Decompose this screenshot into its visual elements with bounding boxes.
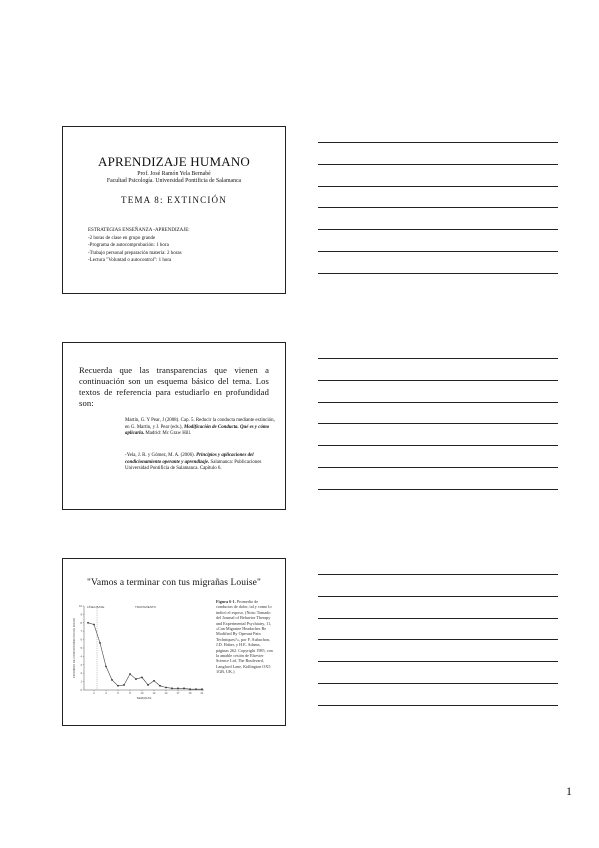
chart-ticks — [79, 604, 204, 695]
reference-1-text: Martin, G. Y Pear, J (2008). Cap. 5. Reducir la conducta mediante extinción, en G. Martin, y J. Pear (eds.), — [125, 418, 275, 430]
y-tick-label: 4 — [80, 655, 82, 659]
note-line — [318, 618, 558, 619]
x-tick-label: 6 — [117, 692, 119, 695]
note-line — [318, 402, 558, 403]
y-tick-label: 9 — [80, 613, 82, 617]
x-tick-label: 8 — [129, 692, 131, 695]
strategy-list-item: -2 horas de clase en grupo grande — [88, 235, 156, 241]
notes-lines-1 — [318, 142, 558, 295]
x-tick-label: 14 — [164, 692, 168, 695]
y-tick-label: 7 — [80, 630, 82, 634]
data-point — [189, 688, 191, 690]
data-point — [153, 680, 155, 682]
reference-1-publisher: Madrid: Mc Graw Hill. — [145, 431, 192, 436]
note-line — [318, 273, 558, 274]
data-point — [105, 666, 107, 668]
faculty-name: Facultad Psicología. Universidad Pontificia de Salamanca — [106, 178, 242, 184]
note-line — [318, 358, 558, 359]
topic-title: TEMA 8: EXTINCIÓN — [121, 195, 227, 205]
data-point — [201, 688, 203, 690]
phase-label-treatment: TRATAMIENTO — [135, 605, 156, 609]
note-line — [318, 164, 558, 165]
chart-axes — [84, 606, 204, 690]
note-line — [318, 229, 558, 230]
migraine-chart — [70, 596, 210, 704]
strategy-list-item: -Lectura "Voluntad o autocontrol": 1 hora — [88, 258, 172, 263]
page-number: 1 — [566, 784, 572, 798]
slide-1 — [62, 126, 286, 294]
data-point — [177, 687, 179, 689]
data-point — [141, 677, 143, 679]
x-tick-label: 17 — [176, 692, 180, 695]
note-line — [318, 142, 558, 143]
note-line — [318, 596, 558, 597]
strategy-list-item: -Programa de autocomprobación: 1 hora — [88, 243, 169, 248]
data-point — [99, 642, 101, 644]
notes-lines-2 — [318, 358, 558, 511]
y-axis-label: PROMEDIO DE COMPORTAMIENTOS DE DOLOR — [73, 618, 76, 678]
data-point — [117, 685, 119, 687]
phase-label-baseline: LÍNEA BASE — [87, 605, 105, 609]
y-tick-label: 10 — [79, 605, 82, 608]
reference-1-book: Modificación de Conducta. Qué es y cómo aplicarla. — [125, 424, 270, 436]
note-line — [318, 661, 558, 662]
note-line — [318, 380, 558, 381]
data-point — [147, 684, 149, 686]
note-line — [318, 489, 558, 490]
data-series-line — [88, 623, 202, 689]
data-point — [93, 624, 95, 626]
data-point — [183, 687, 185, 689]
x-tick-label: 4 — [105, 692, 107, 695]
intro-paragraph: Recuerda que las transparencias que vienen a continuación son un esquema básico del tema. Los textos de referencia para estudiarlo en profundidad son: — [79, 365, 269, 408]
note-line — [318, 705, 558, 706]
data-point — [87, 622, 89, 624]
y-tick-label: 8 — [80, 621, 82, 625]
caption-label: Figura 6-1. — [216, 599, 236, 604]
data-point — [135, 678, 137, 680]
strategy-list-item: -Trabajo personal preparación materia: 2 horas — [88, 250, 182, 256]
reference-2-text: -Yela, J. R. y Gómez, M. A. (2006). — [125, 453, 195, 458]
caption-text: Promedio de conductas de dolor, tal y como lo indicó el esposo. (Nota: Tomado del Journal of Behavior Therapy and Experimental Psychiatry, 11, «Can Migraine Headaches Be Modified By Operant Pain Techniques?», por F. Aubuchon, J.D. Haber, y H.E. Adams, páginas 262. Copyright 1985, con la amable cesión de Elsevier Science Ltd, The Boulevard, Langford Lane, Kidlington OX5 1GB, UK.) — [216, 599, 273, 675]
x-axis-label: SEMANAS — [136, 696, 152, 700]
strategy-list-item: ESTRATEGIAS ENSEÑANZA -APRENDIZAJE: — [88, 228, 190, 233]
data-point — [195, 688, 197, 690]
y-tick-label: 0 — [80, 689, 82, 692]
y-tick-label: 6 — [80, 638, 82, 642]
note-line — [318, 251, 558, 252]
note-line — [318, 207, 558, 208]
data-point — [165, 687, 167, 689]
x-tick-label: 2 — [93, 692, 95, 695]
slide-2 — [62, 342, 286, 510]
y-tick-label: 2 — [80, 672, 82, 676]
note-line — [318, 445, 558, 446]
slide-3-title: "Vamos a terminar con tus migrañas Louise" — [87, 578, 261, 588]
note-line — [318, 186, 558, 187]
data-point — [171, 687, 173, 689]
figure-caption — [216, 599, 274, 675]
slide-3 — [62, 558, 286, 726]
x-tick-label: 12 — [152, 692, 156, 695]
reference-2 — [125, 453, 275, 473]
y-tick-label: 1 — [80, 680, 82, 684]
reference-1 — [125, 418, 275, 438]
course-title: APRENDIZAJE HUMANO — [97, 154, 250, 169]
notes-lines-3 — [318, 574, 558, 727]
note-line — [318, 639, 558, 640]
x-tick-label: 19 — [188, 692, 192, 695]
chart-marks — [87, 622, 203, 690]
data-point — [111, 679, 113, 681]
strategy-list — [88, 227, 190, 265]
data-point — [159, 685, 161, 687]
note-line — [318, 467, 558, 468]
note-line — [318, 423, 558, 424]
note-line — [318, 683, 558, 684]
reference-2-publisher: Salamanca: Publicaciones Universidad Pontificia de Salamanca. Capítulo 6. — [125, 459, 262, 471]
note-line — [318, 574, 558, 575]
y-tick-label: 3 — [80, 663, 82, 667]
x-tick-label: 10 — [140, 692, 144, 695]
data-point — [123, 684, 125, 686]
data-point — [129, 673, 131, 675]
professor-name: Prof. José Ramón Yela Bernabé — [137, 171, 211, 177]
x-tick-label: 21 — [200, 692, 204, 695]
reference-2-book: Principios y aplicaciones del condicionamiento operante y aprendizaje. — [125, 453, 254, 465]
y-tick-label: 5 — [80, 647, 82, 650]
